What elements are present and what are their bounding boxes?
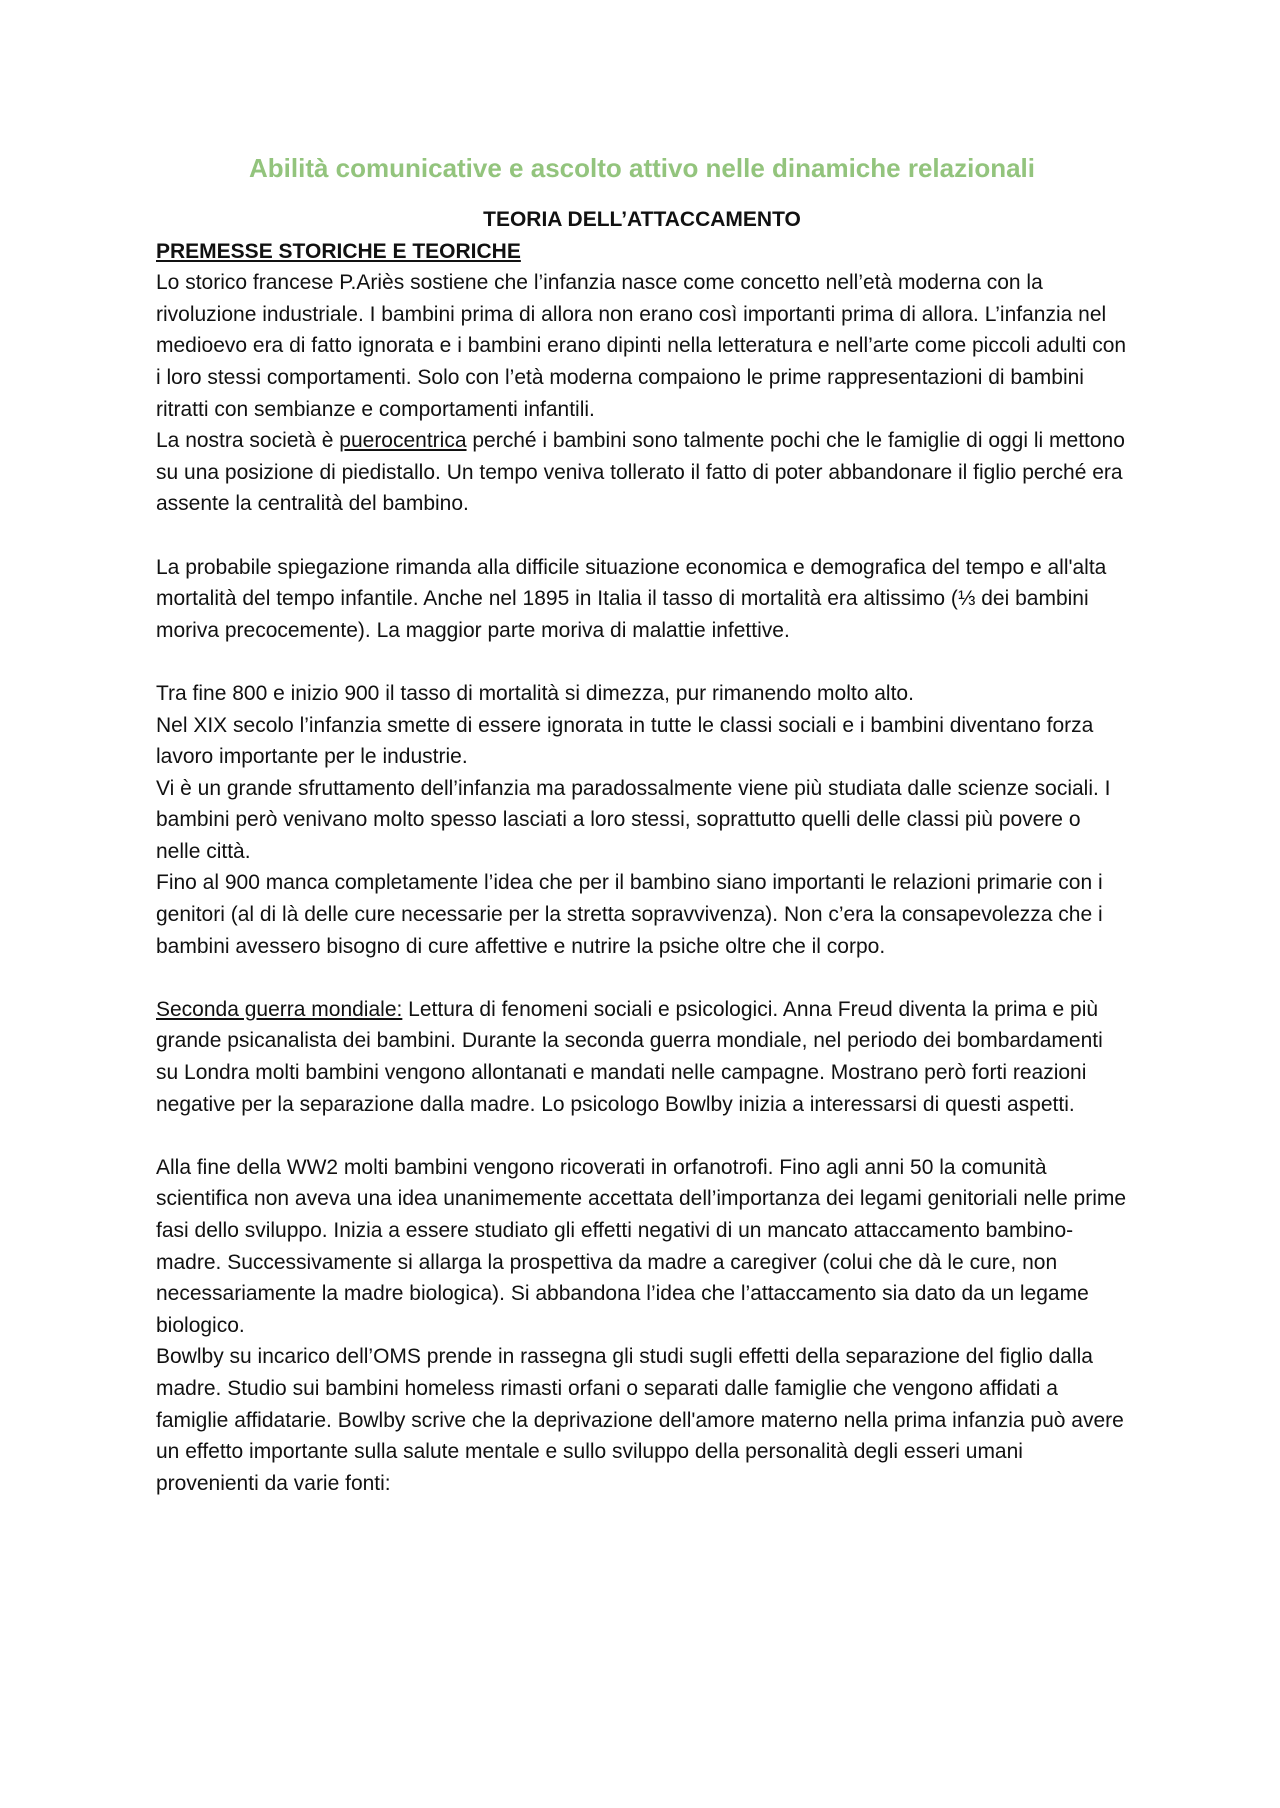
document-page — [156, 150, 1128, 1499]
section-heading: TEORIA DELL’ATTACCAMENTO — [483, 208, 801, 231]
paragraph-bowlby-oms: Bowlby su incarico dell’OMS prende in rassegna gli studi sugli effetti della separazione del figlio dalla madre. Studio sui bambini homeless rimasti orfani o separati dalle famiglie che vengono affidati a famiglie affidatarie. Bowlby scrive che la deprivazione dell'amore materno nella prima infanzia può avere un effetto importante sulla salute mentale e sullo sviluppo della personalità degli esseri umani provenienti da varie fonti: — [156, 1345, 1124, 1495]
paragraph-ww2 — [156, 994, 1128, 1120]
paragraph-mortality-halved: Tra fine 800 e inizio 900 il tasso di mortalità si dimezza, pur rimanendo molto alto. — [156, 681, 914, 705]
text-segment: La nostra società è — [156, 429, 340, 453]
paragraph-aries: Lo storico francese P.Ariès sostiene che l’infanzia nasce come concetto nell’età moderna con la rivoluzione industriale. I bambini prima di allora non erano così importanti prima di allora. L’infanzia nel medioevo era di fatto ignorata e i bambini erano dipinti nella letteratura e nell’arte come piccoli adulti con i loro stessi comportamenti. Solo con l’età moderna compaiono le prime rappresentazioni di bambini ritratti con sembianze e comportamenti infantili. — [156, 271, 1127, 421]
paragraph-orphanages: Alla fine della WW2 molti bambini vengono ricoverati in orfanotrofi. Fino agli anni 50 la comunità scientifica non aveva una idea unanimemente accettata dell’importanza dei legami genitoriali nelle prime fasi dello sviluppo. Inizia a essere studiato gli effetti negativi di un mancato attaccamento bambino-madre. Successivamente si allarga la prospettiva da madre a caregiver (colui che dà le cure, non necessariamente la madre biologica). Si abbandona l’idea che l’attaccamento sia dato da un legame biologico. — [156, 1155, 1127, 1337]
paragraph-mortality: La probabile spiegazione rimanda alla difficile situazione economica e demografica del tempo e all'alta mortalità del tempo infantile. Anche nel 1895 in Italia il tasso di mortalità era altissimo (⅓ dei bambini moriva precocemente). La maggior parte moriva di malattie infettive. — [156, 555, 1107, 642]
text-segment: perché i bambini sono talmente pochi che le famiglie di oggi li mettono su una posizione di piedistallo. Un tempo veniva tollerato il fatto di poter abbandonare il figlio perché era assente la centralità del bambino. — [156, 429, 1125, 516]
underlined-term: Seconda guerra mondiale: — [156, 997, 403, 1021]
paragraph-exploitation: Vi è un grande sfruttamento dell’infanzia ma paradossalmente viene più studiata dalle scienze sociali. I bambini però venivano molto spesso lasciati a loro stessi, soprattutto quelli delle classi più povere o nelle città. — [156, 776, 1111, 863]
paragraph-primary-relations: Fino al 900 manca completamente l’idea che per il bambino siano importanti le relazioni primarie con i genitori (al di là delle cure necessarie per la stretta sopravvivenza). Non c’era la consapevolezza che i bambini avessero bisogno di cure affettive e nutrire la psiche oltre che il corpo. — [156, 871, 1103, 958]
subsection-heading: PREMESSE STORICHE E TEORICHE — [156, 239, 521, 263]
underlined-term: puerocentrica — [339, 429, 467, 453]
document-title: Abilità comunicative e ascolto attivo nelle dinamiche relazionali — [248, 153, 1035, 183]
paragraph-puerocentrica — [156, 425, 1128, 520]
text-segment: Lettura di fenomeni sociali e psicologici. Anna Freud diventa la prima e più grande psicanalista dei bambini. Durante la seconda guerra mondiale, nel periodo dei bombardamenti su Londra molti bambini vengono allontanati e mandati nelle campagne. Mostrano però forti reazioni negative per la separazione dalla madre. Lo psicologo Bowlby inizia a interessarsi di questi aspetti. — [156, 997, 1103, 1116]
paragraph-xix-century: Nel XIX secolo l’infanzia smette di essere ignorata in tutte le classi sociali e i bambini diventano forza lavoro importante per le industrie. — [156, 713, 1094, 769]
